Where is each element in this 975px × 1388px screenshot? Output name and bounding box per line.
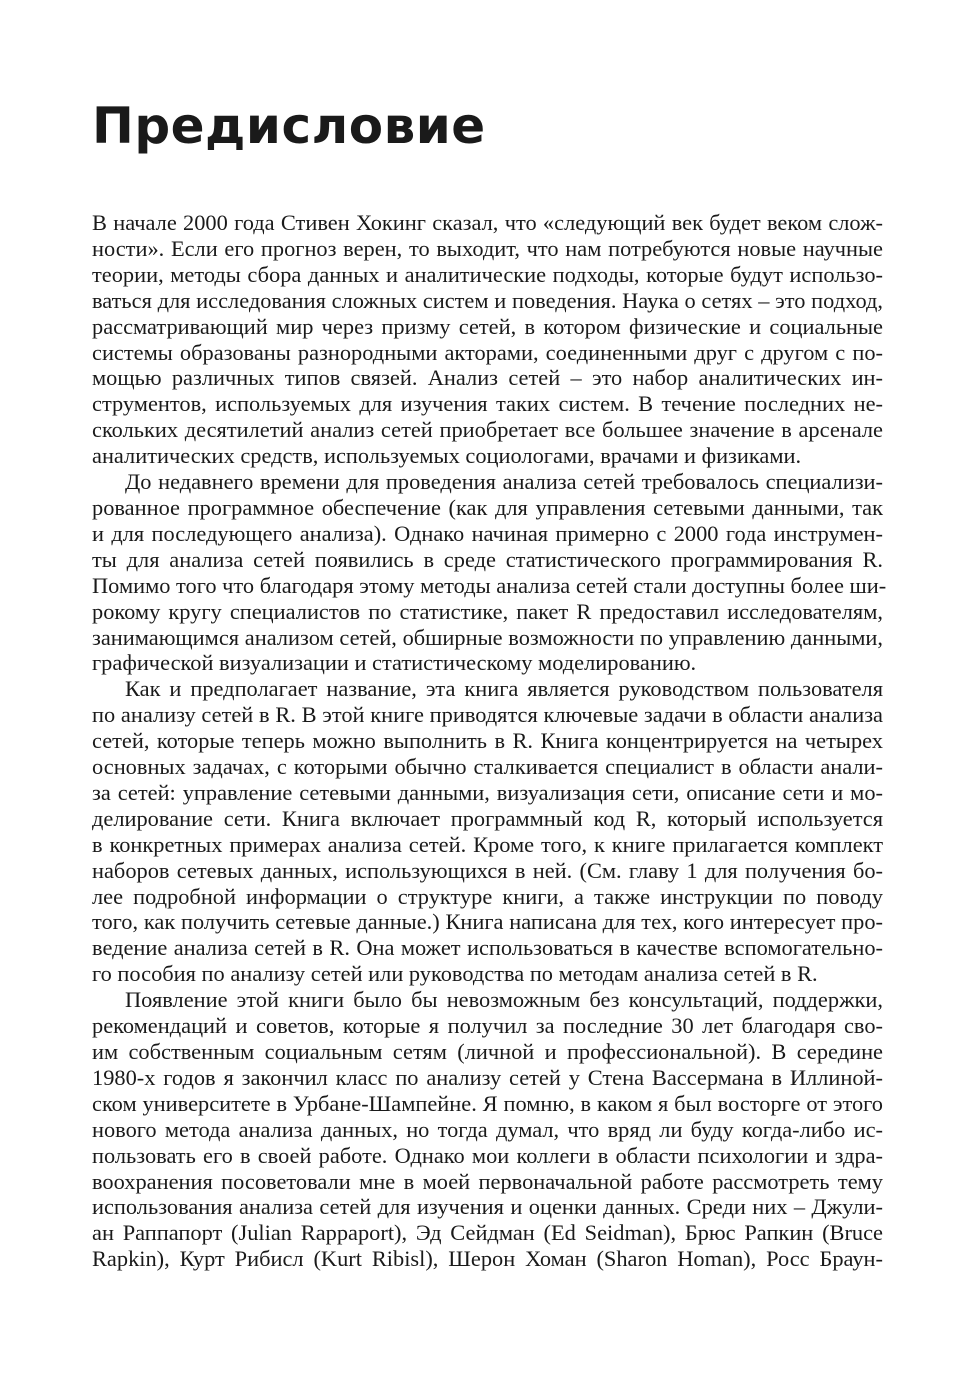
text-line: ваться для исследования сложных систем и поведения. Наука о сетях – это подход, bbox=[92, 287, 883, 313]
text-line: Как и предполагает название, эта книга является руководством пользователя bbox=[125, 676, 883, 702]
text-line: системы образованы разнородными акторами, соединенными друг с другом с по- bbox=[92, 339, 883, 365]
text-line: основных задачах, с которыми обычно сталкивается специалист в области анали- bbox=[92, 754, 883, 780]
text-line: сетей, которые теперь можно выполнить в R. Книга концентрируется на четырех bbox=[92, 728, 883, 754]
text-line: рокому кругу специалистов по статистике, пакет R предоставил исследователям, bbox=[92, 598, 883, 624]
text-line: аналитических средств, используемых социологами, врачами и физиками. bbox=[92, 443, 802, 469]
text-line: нового метода анализа данных, но тогда думал, что вряд ли буду когда-либо ис- bbox=[92, 1116, 883, 1142]
text-line: В начале 2000 года Стивен Хокинг сказал, что «следующий век будет веком слож- bbox=[92, 210, 883, 235]
text-line: за сетей: управление сетевыми данными, визуализация сети, описание сети и мо- bbox=[92, 779, 883, 805]
text-line: Rapkin), Курт Рибисл (Kurt Ribisl), Шерон Хоман (Sharon Homan), Росс Браун- bbox=[92, 1246, 883, 1272]
text-line: ты для анализа сетей появились в среде статистического программирования R. bbox=[92, 546, 883, 572]
text-line: мощью различных типов связей. Анализ сетей – это набор аналитических ин- bbox=[92, 365, 883, 391]
text-line: Появление этой книги было бы невозможным без консультаций, поддержки, bbox=[125, 987, 883, 1013]
text-line: им собственным социальным сетям (личной и профессиональной). В середине bbox=[92, 1039, 883, 1064]
text-line: 1980-х годов я закончил класс по анализу сетей у Стена Вассермана в Иллиной- bbox=[92, 1064, 883, 1090]
text-line: в конкретных примерах анализа сетей. Кроме того, к книге прилагается комплект bbox=[92, 831, 883, 857]
text-line: рассматривающий мир через призму сетей, в котором физические и социальные bbox=[92, 313, 883, 339]
text-line: скольких десятилетий анализ сетей приобретает все большее значение в арсенале bbox=[92, 417, 883, 443]
text-line: пользовать его в своей работе. Однако мои коллеги в области психологии и здра- bbox=[92, 1142, 883, 1168]
body-text bbox=[92, 210, 887, 1272]
text-line: использования анализа сетей для изучения и оценки данных. Среди них – Джули- bbox=[92, 1194, 883, 1220]
text-line: ведение анализа сетей в R. Она может использоваться в качестве вспомогательно- bbox=[92, 935, 883, 961]
paragraph bbox=[92, 987, 883, 1272]
text-line: занимающимся анализом сетей, обширные возможности по управлению данными, bbox=[92, 624, 883, 650]
text-line: ности». Если его прогноз верен, то выходит, что нам потребуются новые научные bbox=[92, 235, 883, 261]
text-line: Помимо того что благодаря этому методы анализа сетей стали доступны более ши- bbox=[92, 572, 887, 598]
text-line: теории, методы сбора данных и аналитические подходы, которые будут использо- bbox=[92, 261, 883, 287]
text-line: наборов сетевых данных, использующихся в ней. (См. главу 1 для получения бо- bbox=[92, 857, 883, 883]
paragraph bbox=[92, 469, 887, 676]
text-line: того, как получить сетевые данные.) Книга написана для тех, кого интересует про- bbox=[92, 909, 883, 935]
text-line: рованное программное обеспечение (как для управления сетевыми данными, так bbox=[92, 494, 883, 520]
paragraph bbox=[92, 676, 883, 987]
text-line: струментов, используемых для изучения таких систем. В течение последних не- bbox=[92, 391, 883, 417]
paragraph bbox=[92, 210, 883, 469]
text-line: графической визуализации и статистическому моделированию. bbox=[92, 650, 697, 676]
text-line: воохранения посоветовали мне в моей первоначальной работе рассмотреть тему bbox=[92, 1168, 883, 1194]
text-line: по анализу сетей в R. В этой книге приводятся ключевые задачи в области анализа bbox=[92, 702, 883, 728]
text-line: го пособия по анализу сетей или руководства по методам анализа сетей в R. bbox=[92, 961, 818, 987]
text-line: и для последующего анализа). Однако начиная примерно с 2000 года инструмен- bbox=[92, 520, 883, 546]
text-line: рекомендаций и советов, которые я получил за последние 30 лет благодаря сво- bbox=[92, 1013, 883, 1039]
text-line: делирование сети. Книга включает программный код R, который используется bbox=[92, 805, 883, 831]
text-line: ан Раппапорт (Julian Rappaport), Эд Сейдман (Ed Seidman), Брюс Рапкин (Bruce bbox=[92, 1220, 883, 1246]
text-line: До недавнего времени для проведения анализа сетей требовалось специализи- bbox=[125, 469, 883, 495]
text-line: лее подробной информации о структуре книги, а также инструкции по поводу bbox=[92, 883, 883, 909]
text-line: ском университете в Урбане-Шампейне. Я помню, в каком я был восторге от этого bbox=[92, 1090, 883, 1116]
page-title: Предисловие bbox=[92, 97, 486, 155]
